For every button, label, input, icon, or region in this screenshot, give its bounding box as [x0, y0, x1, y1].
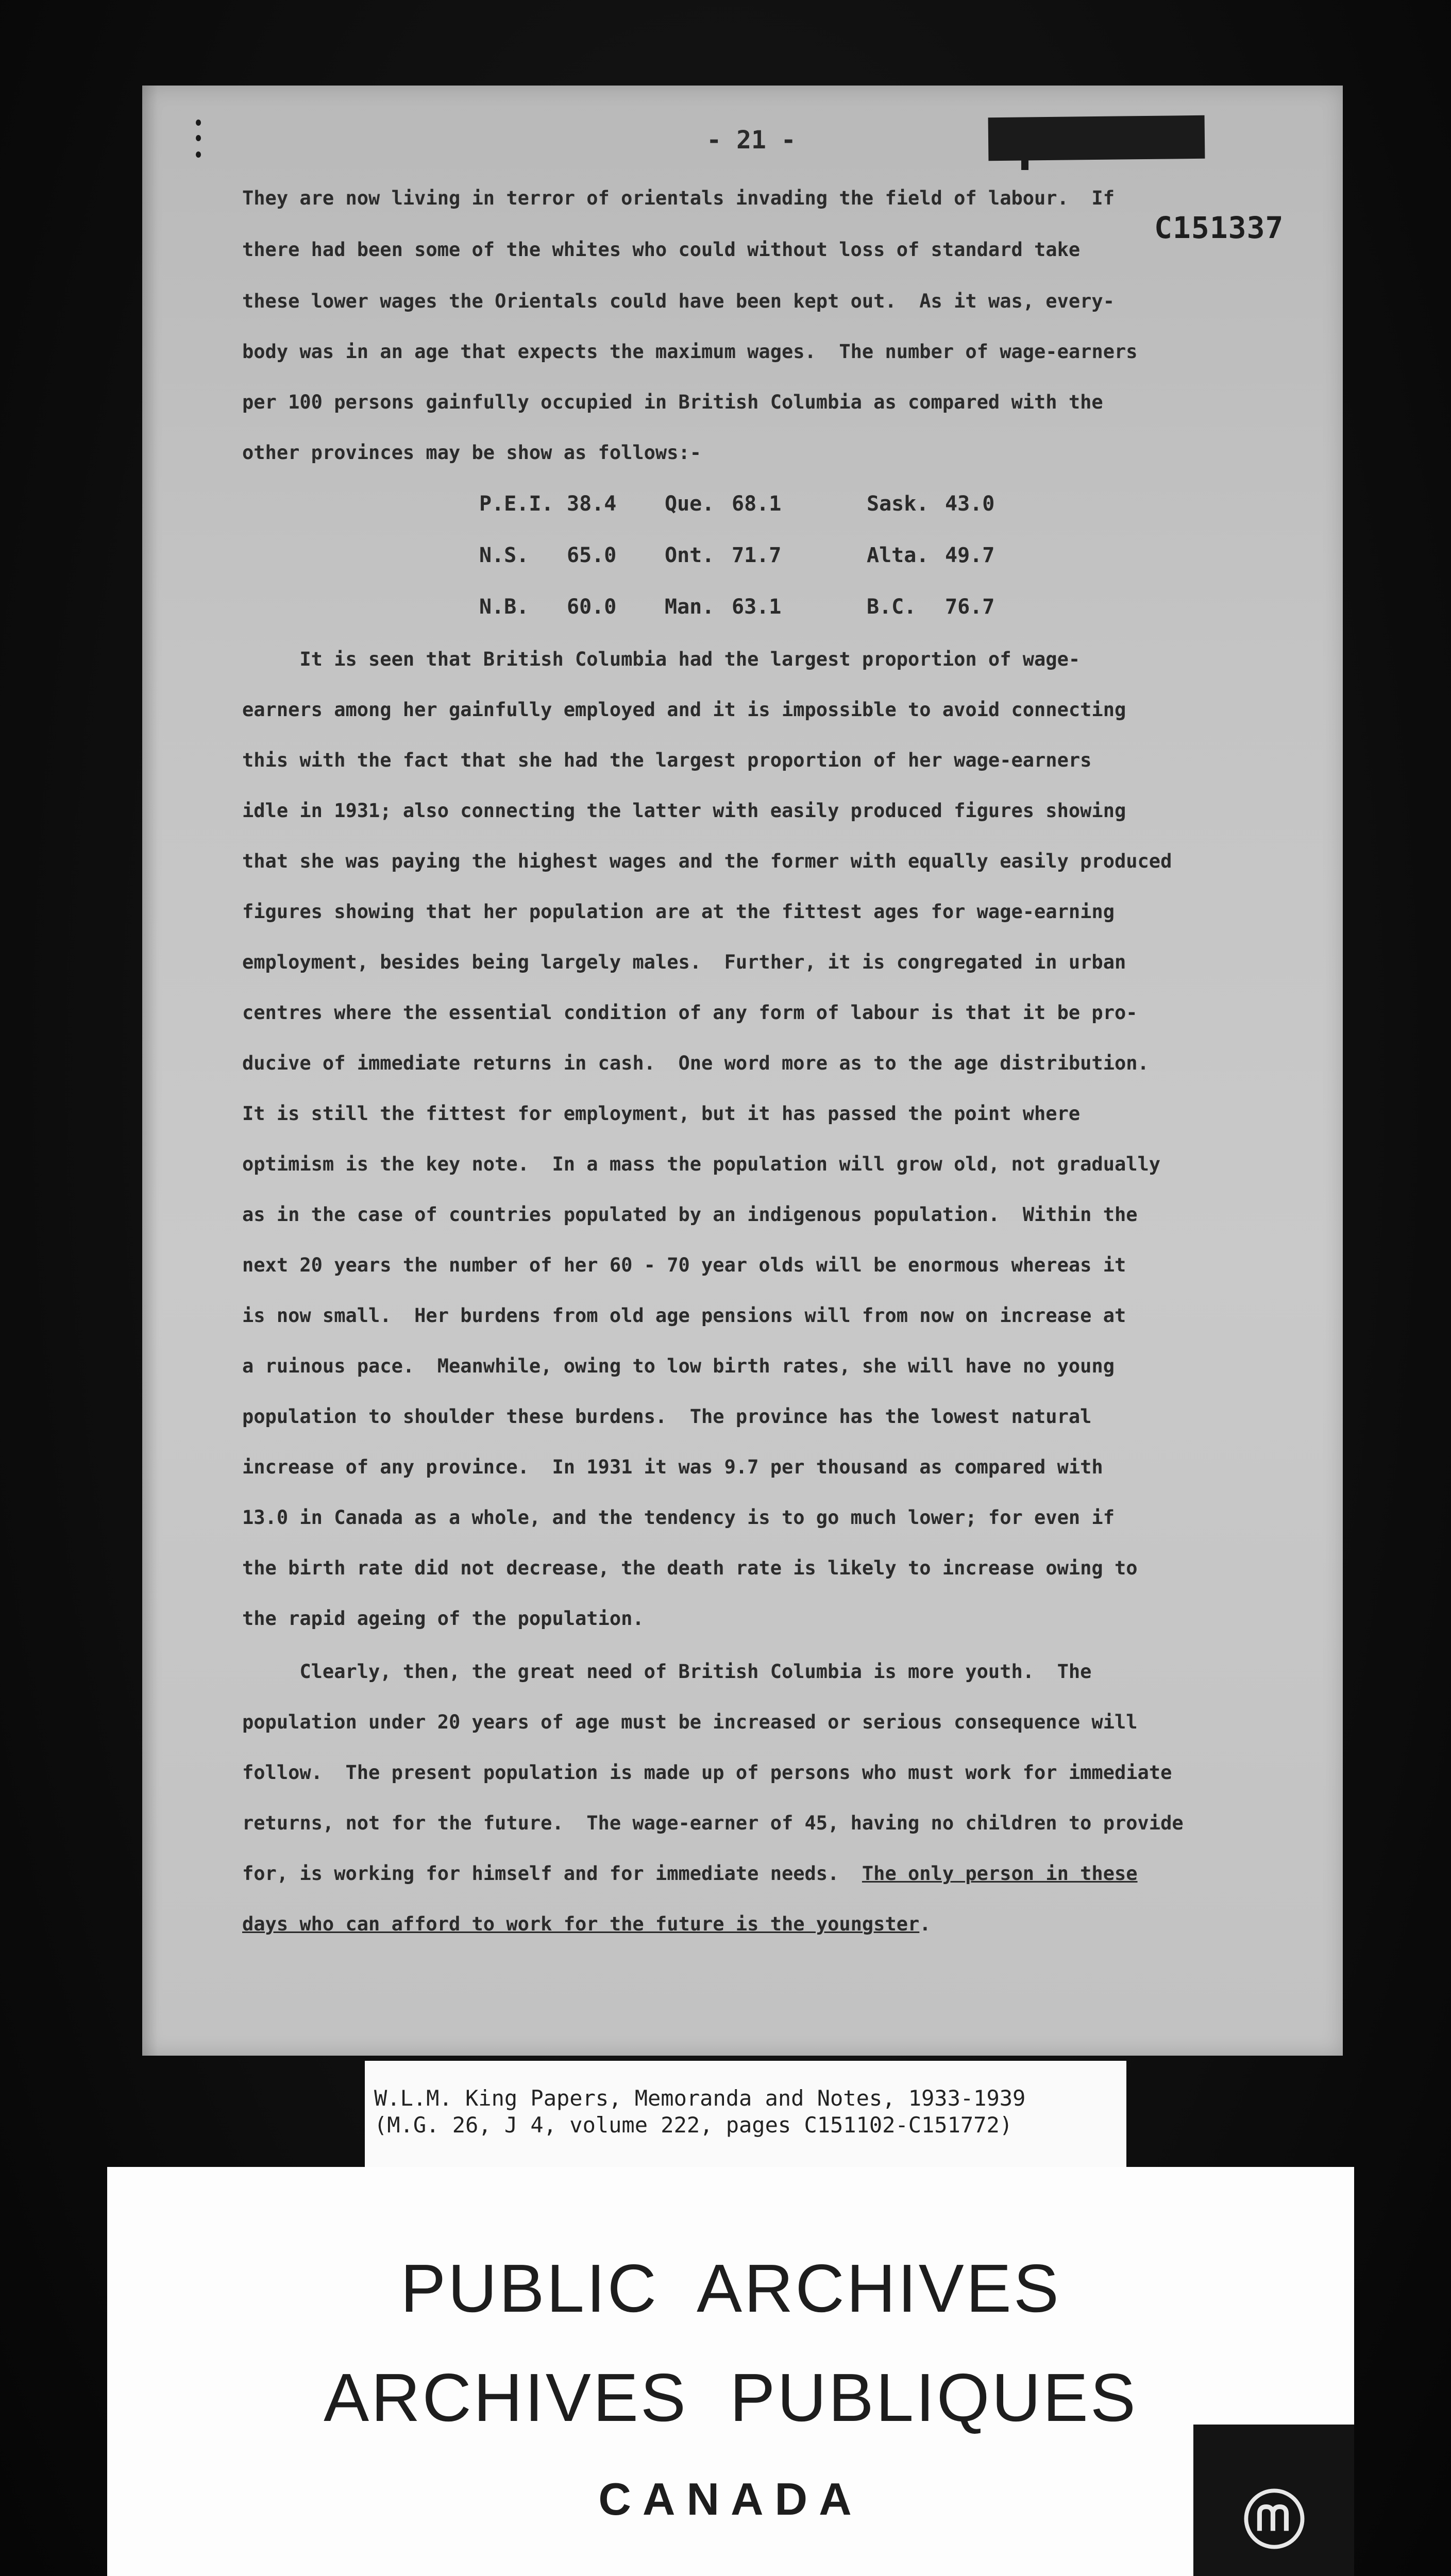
stats-row [479, 595, 1046, 621]
reference-line: (M.G. 26, J 4, volume 222, pages C151102-C151772) [374, 2112, 1013, 2138]
stat-label: Que. [665, 492, 715, 516]
punch-hole [196, 151, 201, 158]
stat-value: 38.4 [567, 492, 617, 516]
text-line: this with the fact that she had the largest proportion of her wage-earners [242, 749, 1092, 771]
archive-reference-label [365, 2061, 1126, 2174]
text-line: other provinces may be show as follows:- [242, 442, 702, 464]
punch-hole [196, 135, 201, 141]
text-line: per 100 persons gainfully occupied in British Columbia as compared with the [242, 391, 1103, 413]
archives-logo-icon [1241, 2485, 1308, 2552]
stat-label: Ont. [665, 544, 715, 567]
stats-row [479, 544, 1046, 569]
text-line: these lower wages the Orientals could have been kept out. As it was, every- [242, 290, 1115, 312]
text-line: They are now living in terror of orientals invading the field of labour. If [242, 187, 1115, 209]
text-line: earners among her gainfully employed and it is impossible to avoid connecting [242, 699, 1126, 721]
text-line: population to shoulder these burdens. The province has the lowest natural [242, 1405, 1092, 1428]
text-line: 13.0 in Canada as a whole, and the tendency is to go much lower; for even if [242, 1506, 1115, 1529]
stat-value: 65.0 [567, 544, 617, 567]
document-id-stamp: C151337 [1154, 210, 1284, 245]
punch-holes [196, 120, 206, 171]
stat-label: N.B. [479, 595, 529, 619]
stat-label: B.C. [867, 595, 917, 619]
text-line: idle in 1931; also connecting the latter with easily produced figures showing [242, 800, 1126, 822]
archive-title-fr: ARCHIVES PUBLIQUES [324, 2360, 1138, 2435]
page-shadow-edge [142, 86, 158, 2056]
punch-hole [196, 120, 201, 126]
text-line: It is still the fittest for employment, but it has passed the point where [242, 1103, 1081, 1125]
underlined-text: days who can afford to work for the future is the youngster [242, 1913, 920, 1935]
page-number: - 21 - [706, 126, 796, 155]
text-line: follow. The present population is made up of persons who must work for immediate [242, 1761, 1172, 1784]
stat-value: 68.1 [732, 492, 782, 516]
text-line: is now small. Her burdens from old age pensions will from now on increase at [242, 1304, 1126, 1327]
text-line: increase of any province. In 1931 it was 9.7 per thousand as compared with [242, 1456, 1103, 1478]
reference-line: W.L.M. King Papers, Memoranda and Notes, 1933-1939 [374, 2086, 1026, 2111]
text-line: as in the case of countries populated by an indigenous population. Within the [242, 1204, 1138, 1226]
stat-label: P.E.I. [479, 492, 554, 516]
text-line: returns, not for the future. The wage-earner of 45, having no children to provide [242, 1812, 1184, 1834]
archive-title-en: PUBLIC ARCHIVES [400, 2250, 1061, 2326]
stat-value: 43.0 [945, 492, 995, 516]
text-line: the birth rate did not decrease, the death rate is likely to increase owing to [242, 1557, 1138, 1579]
stat-label: Man. [665, 595, 715, 619]
text-line: a ruinous pace. Meanwhile, owing to low birth rates, she will have no young [242, 1355, 1115, 1377]
text-line: employment, besides being largely males. Further, it is congregated in urban [242, 951, 1126, 973]
text-line: next 20 years the number of her 60 - 70 year olds will be enormous whereas it [242, 1254, 1126, 1276]
text-line: figures showing that her population are at the fittest ages for wage-earning [242, 901, 1115, 923]
text-line: the rapid ageing of the population. [242, 1607, 644, 1630]
stat-value: 76.7 [945, 595, 995, 619]
text-line: It is seen that British Columbia had the largest proportion of wage- [242, 648, 1081, 670]
archive-country: CANADA [598, 2473, 863, 2524]
stat-label: Alta. [867, 544, 929, 567]
redaction-tick [1021, 152, 1028, 170]
text-line: there had been some of the whites who could without loss of standard take [242, 239, 1081, 261]
text-line: optimism is the key note. In a mass the population will grow old, not gradually [242, 1153, 1161, 1175]
text-line [242, 1861, 1138, 1887]
redaction-block [988, 115, 1205, 161]
stat-value: 60.0 [567, 595, 617, 619]
underlined-text: The only person in these [862, 1862, 1138, 1885]
text-segment: for, is working for himself and for immediate needs. [242, 1862, 862, 1885]
stat-value: 63.1 [732, 595, 782, 619]
text-line: population under 20 years of age must be increased or serious consequence will [242, 1711, 1138, 1733]
text-line: centres where the essential condition of any form of labour is that it be pro- [242, 1002, 1138, 1024]
stat-label: N.S. [479, 544, 529, 567]
text-line: body was in an age that expects the maximum wages. The number of wage-earners [242, 341, 1138, 363]
text-line: Clearly, then, the great need of British Columbia is more youth. The [242, 1660, 1092, 1683]
archive-logo-box [1193, 2425, 1354, 2576]
text-segment: . [919, 1913, 931, 1935]
public-archives-card [107, 2167, 1354, 2576]
stat-label: Sask. [867, 492, 929, 516]
text-line: that she was paying the highest wages and the former with equally easily produced [242, 850, 1172, 872]
text-line: ducive of immediate returns in cash. One word more as to the age distribution. [242, 1052, 1149, 1074]
stat-value: 49.7 [945, 544, 995, 567]
stat-value: 71.7 [732, 544, 782, 567]
stats-row [479, 492, 1046, 518]
text-line [242, 1911, 931, 1937]
